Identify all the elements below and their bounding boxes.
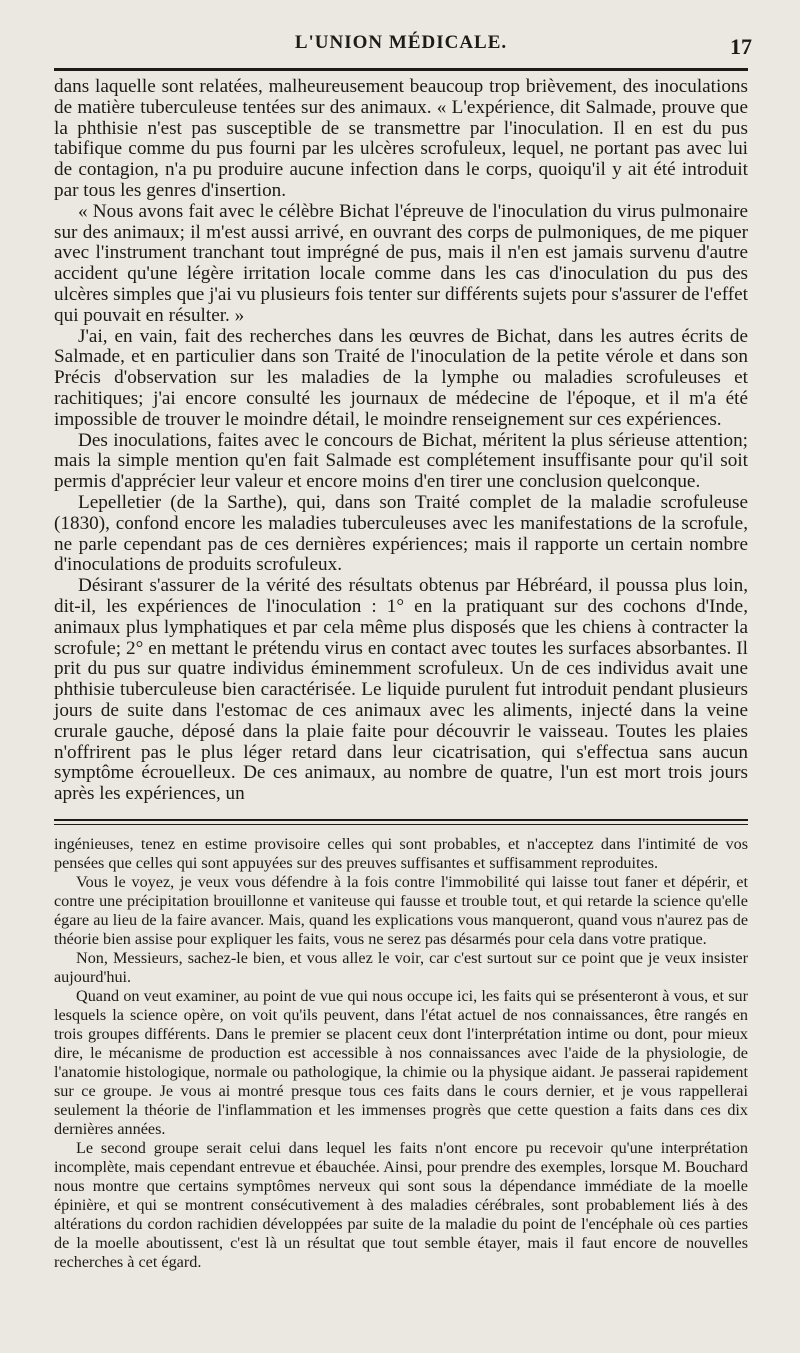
feuilleton-text-column (54, 835, 748, 1272)
section-separator-rule (54, 819, 748, 825)
paragraph: dans laquelle sont relatées, malheureusement beaucoup trop brièvement, des inoculations de matière tuberculeuse tentées sur des animaux. « L'expérience, dit Salmade, prouve que la phthisie n'est pas susceptible de se transmettre par l'inoculation. Il en est du pus tabifique comme du pus fourni par les ulcères scrofuleux, lequel, ne portant pas avec lui de contagion, n'a pu produire aucune infection dans le corps, quoiqu'il y ait été introduit par tous les genres d'insertion. (54, 76, 748, 201)
page-header (54, 28, 752, 64)
paragraph: Désirant s'assurer de la vérité des résultats obtenus par Hébréard, il poussa plus loin, dit-il, les expériences de l'inoculation : 1° en la pratiquant sur des cochons d'Inde, animaux plus lymphatiques et par cela même plus disposés que les chiens à contracter la scrofule; 2° en mettant le prétendu virus en contact avec toutes les surfaces absorbantes. Il prit du pus sur quatre individus éminemment scrofuleux. Un de ces individus avait une phthisie tuberculeuse bien caractérisée. Le liquide purulent fut introduit pendant plusieurs jours de suite dans l'estomac de ces animaux avec les aliments, injecté dans la veine crurale gauche, déposé dans la plaie faite pour découvrir le vaisseau. Toutes les plaies n'offrirent pas le plus léger retard dans leur cicatrisation, qui s'effectua sans aucun symptôme écrouelleux. De ces animaux, au nombre de quatre, l'un est mort trois jours après les expériences, un (54, 575, 748, 805)
paragraph: J'ai, en vain, fait des recherches dans les œuvres de Bichat, dans les autres écrits de Salmade, et en particulier dans son Traité de l'inoculation de la petite vérole et dans son Précis d'observation sur les maladies de la lymphe ou maladies scrofuleuses et rachitiques; j'ai encore consulté les journaux de médecine de l'époque, et il m'a été impossible de trouver le moindre détail, le moindre renseignement sur ces expériences. (54, 325, 748, 430)
page-number: 17 (730, 34, 752, 59)
running-title: L'UNION MÉDICALE. (294, 32, 508, 53)
main-text-column (54, 77, 748, 805)
header-rule (54, 68, 748, 71)
paragraph: Vous le voyez, je veux vous défendre à la fois contre l'immobilité qui laisse tout faner et dépérir, et contre une précipitation brouillonne et vaniteuse qui fausse et trouble tout, et qui retarde la science qu'elle égare au lieu de la faire avancer. Mais, quand les explications vous manqueront, quand vous n'aurez pas de théorie bien assise pour expliquer les faits, vous ne serez pas désarmés pour cela dans votre pratique. (54, 872, 748, 948)
paragraph: Des inoculations, faites avec le concours de Bichat, méritent la plus sérieuse attention; mais la simple mention qu'en fait Salmade est complétement insuffisante pour qu'il soit permis d'apprécier leur valeur et encore moins d'en tirer une conclusion quelconque. (54, 429, 748, 493)
paragraph: ingénieuses, tenez en estime provisoire celles qui sont probables, et n'acceptez dans l'intimité de vos pensées que celles qui sont appuyées sur des preuves suffisantes et suffisamment reproduites. (54, 834, 748, 872)
paragraph: Non, Messieurs, sachez-le bien, et vous allez le voir, car c'est surtout sur ce point que je veux insister aujourd'hui. (54, 948, 748, 986)
paragraph: « Nous avons fait avec le célèbre Bichat l'épreuve de l'inoculation du virus pulmonaire sur des animaux; il m'est aussi arrivé, en ouvrant des corps de pulmoniques, de me piquer avec l'instrument tranchant tout imprégné de pus, mais il n'en est jamais survenu d'autre accident qu'une légère irritation locale comme dans les cas d'inoculation du pus des ulcères simples que j'ai vu plusieurs fois tenter sur différents sujets pour s'assurer de l'effet qui pouvait en résulter. » (54, 200, 748, 326)
paragraph: Le second groupe serait celui dans lequel les faits n'ont encore pu recevoir qu'une interprétation incomplète, mais cependant entrevue et ébauchée. Ainsi, pour prendre des exemples, lorsque M. Bouchard nous montre que certains symptômes nerveux qui sont sous la dépendance immédiate de la moelle épinière, et qui se montrent consécutivement à des maladies cérébrales, sont probablement liés à des altérations du cordon rachidien développées par suite de la maladie du point de l'encéphale où ces parties de la moelle aboutissent, c'est là un résultat que tout semble étayer, mais il faut encore de nouvelles recherches à cet égard. (54, 1138, 748, 1271)
paragraph: Lepelletier (de la Sarthe), qui, dans son Traité complet de la maladie scrofuleuse (1830), confond encore les maladies tuberculeuses avec les manifestations de la scrofule, ne parle cependant pas de ces dernières expériences; mais il rapporte un certain nombre d'inoculations de produits scrofuleux. (54, 491, 748, 576)
paragraph: Quand on veut examiner, au point de vue qui nous occupe ici, les faits qui se présenteront à vous, et sur lesquels la science opère, on voit qu'ils peuvent, dans l'état actuel de nos connaissances, être rangés en trois groupes différents. Dans le premier se placent ceux dont l'interprétation intime ou dont, pour mieux dire, le mécanisme de production est accessible à nos connaissances avec l'aide de la physiologie, de l'anatomie histologique, normale ou pathologique, la chimie ou la physique aidant. Je passerai rapidement sur ce groupe. Je vous ai montré presque tous ces faits dans le cours dernier, et je vous rappellerai seulement la théorie de l'inflammation et les immenses progrès que cette question a faits dans ces dix dernières années. (54, 986, 748, 1138)
